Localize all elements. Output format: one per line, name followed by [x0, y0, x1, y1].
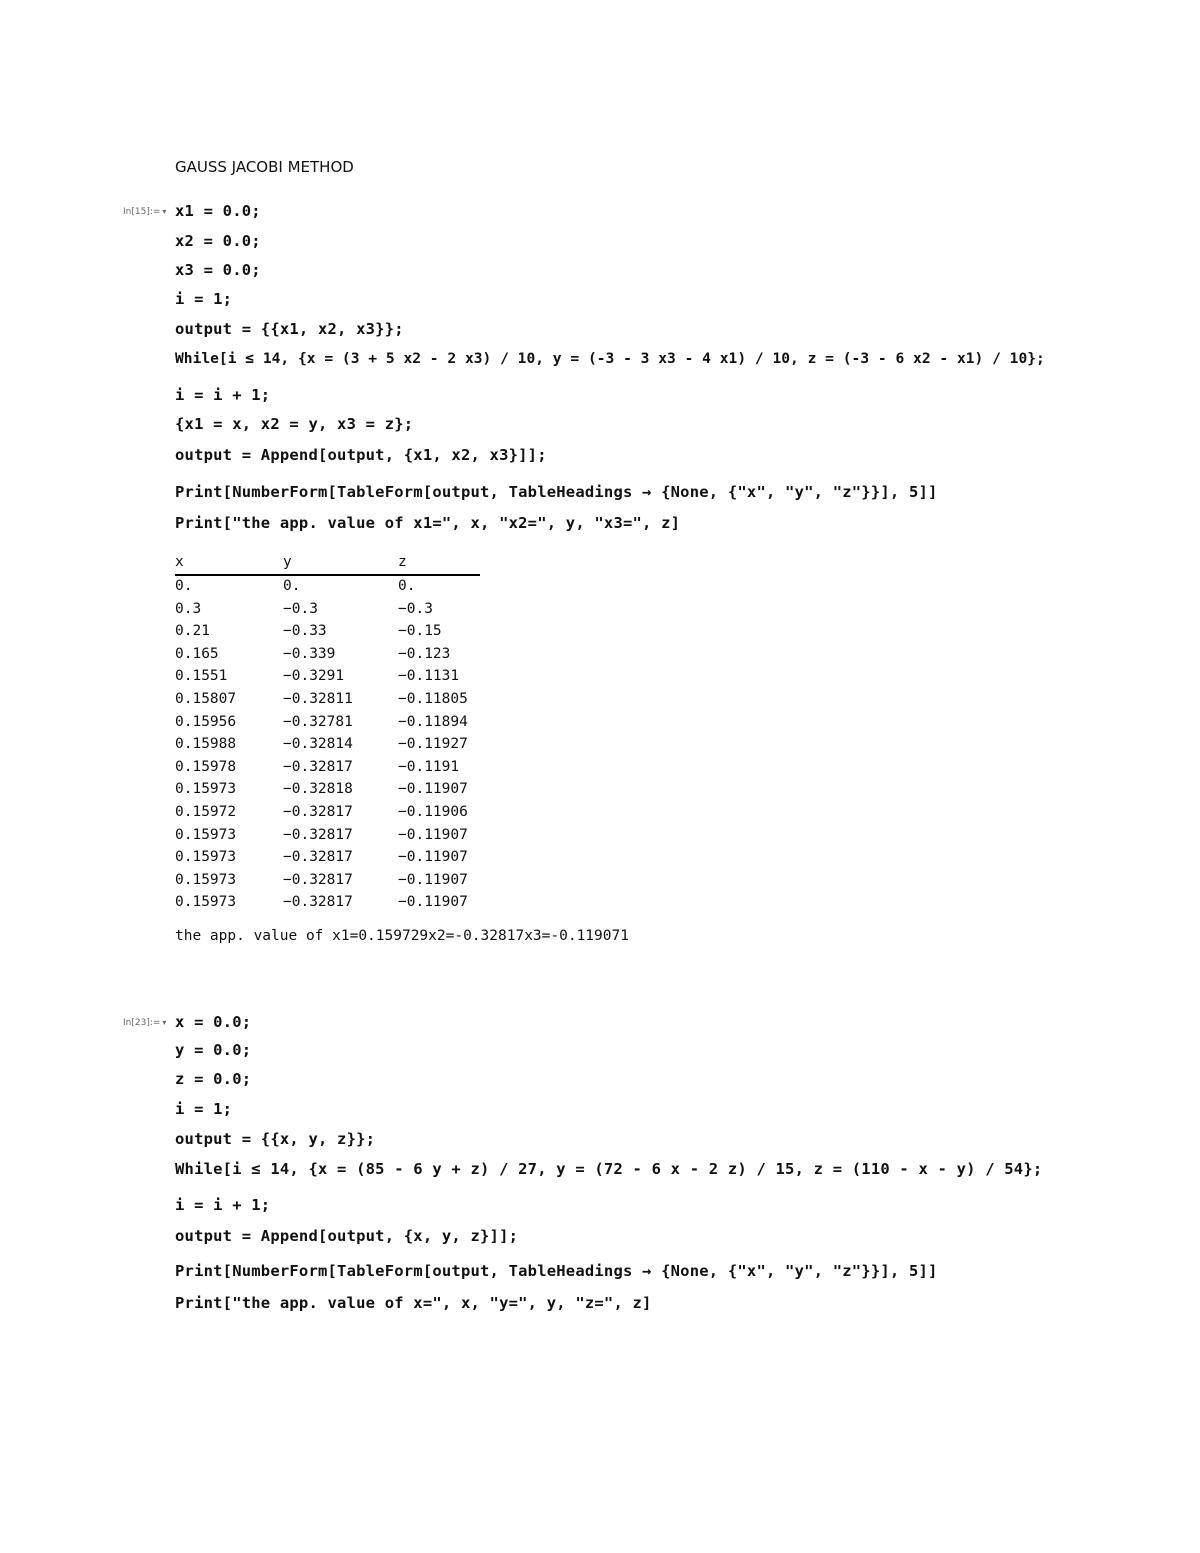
- table-cell: −0.15: [398, 623, 442, 640]
- table-row: [175, 779, 480, 802]
- table-header: [175, 554, 480, 576]
- table-cell: −0.11907: [398, 849, 468, 866]
- table-cell: 0.15956: [175, 713, 237, 730]
- code-line-print-result[interactable]: Print["the app. value of x=", x, "y=", y, "z=", z]: [175, 1294, 652, 1312]
- table-cell: 0.15973: [175, 781, 237, 798]
- column-header: y: [283, 554, 292, 570]
- table-cell: −0.32817: [283, 849, 353, 866]
- output-table: [175, 554, 480, 915]
- table-cell: −0.33: [283, 623, 327, 640]
- code-line[interactable]: x3 = 0.0;: [175, 261, 261, 279]
- table-cell: −0.11906: [398, 803, 468, 820]
- cell-label-text: In[15]:=: [123, 207, 161, 217]
- input-cell-label[interactable]: [123, 207, 166, 217]
- table-cell: 0.: [175, 578, 193, 594]
- table-cell: −0.11907: [398, 826, 468, 843]
- cell-label-text: In[23]:=: [123, 1018, 161, 1028]
- table-body: [175, 576, 480, 915]
- table-cell: −0.11907: [398, 894, 468, 911]
- code-line[interactable]: x2 = 0.0;: [175, 232, 261, 250]
- code-line[interactable]: output = Append[output, {x1, x2, x3}]];: [175, 446, 547, 464]
- table-cell: 0.3: [175, 600, 202, 617]
- table-cell: 0.15973: [175, 871, 237, 888]
- table-cell: 0.15973: [175, 849, 237, 866]
- table-cell: 0.15973: [175, 894, 237, 911]
- table-cell: −0.32817: [283, 826, 353, 843]
- table-cell: −0.32817: [283, 758, 353, 775]
- cell-menu-icon[interactable]: ▾: [162, 1018, 167, 1027]
- table-cell: −0.3291: [283, 668, 345, 685]
- column-header: z: [398, 554, 407, 570]
- table-cell: −0.123: [398, 645, 451, 662]
- table-cell: 0.15978: [175, 758, 237, 775]
- table-cell: 0.: [283, 578, 301, 594]
- code-line-print-result[interactable]: Print["the app. value of x1=", x, "x2=", y, "x3=", z]: [175, 514, 681, 532]
- table-cell: −0.32781: [283, 713, 353, 730]
- result-output: the app. value of x1=0.159729x2=-0.32817x3=-0.119071: [175, 928, 629, 944]
- table-row: [175, 825, 480, 848]
- table-cell: 0.165: [175, 645, 219, 662]
- table-row: [175, 712, 480, 735]
- cell-menu-icon[interactable]: ▾: [162, 207, 167, 216]
- table-cell: 0.15988: [175, 736, 237, 753]
- table-cell: −0.11805: [398, 690, 468, 707]
- table-cell: −0.3: [283, 600, 318, 617]
- table-cell: 0.15972: [175, 803, 237, 820]
- code-line[interactable]: z = 0.0;: [175, 1070, 252, 1088]
- table-cell: −0.11907: [398, 871, 468, 888]
- code-line[interactable]: i = i + 1;: [175, 1196, 271, 1214]
- code-line[interactable]: output = Append[output, {x, y, z}]];: [175, 1227, 519, 1245]
- table-row: [175, 621, 480, 644]
- table-cell: 0.1551: [175, 668, 228, 685]
- table-cell: −0.11907: [398, 781, 468, 798]
- table-cell: −0.32817: [283, 803, 353, 820]
- table-row: [175, 599, 480, 622]
- table-cell: −0.11927: [398, 736, 468, 753]
- table-cell: −0.1191: [398, 758, 460, 775]
- table-cell: −0.32817: [283, 894, 353, 911]
- code-line[interactable]: {x1 = x, x2 = y, x3 = z};: [175, 415, 414, 433]
- code-line-while[interactable]: While[i ≤ 14, {x = (85 - 6 y + z) / 27, y = (72 - 6 x - 2 z) / 15, z = (110 - x - y) / 54};: [175, 1160, 1043, 1178]
- table-row: [175, 802, 480, 825]
- table-row: [175, 892, 480, 915]
- table-cell: −0.32814: [283, 736, 353, 753]
- code-line[interactable]: i = i + 1;: [175, 386, 271, 404]
- table-row: [175, 847, 480, 870]
- input-cell-label[interactable]: [123, 1018, 166, 1028]
- table-cell: −0.339: [283, 645, 336, 662]
- table-row: [175, 666, 480, 689]
- code-line[interactable]: x1 = 0.0;: [175, 202, 261, 220]
- table-cell: 0.: [398, 578, 416, 594]
- table-cell: 0.15973: [175, 826, 237, 843]
- code-line-while[interactable]: While[i ≤ 14, {x = (3 + 5 x2 - 2 x3) / 10, y = (-3 - 3 x3 - 4 x1) / 10, z = (-3 - 6 x2 - x1) / 10};: [175, 350, 1045, 367]
- table-cell: 0.15807: [175, 690, 237, 707]
- table-cell: −0.32811: [283, 690, 353, 707]
- code-line[interactable]: output = {{x, y, z}};: [175, 1130, 376, 1148]
- table-cell: 0.21: [175, 623, 210, 640]
- table-row: [175, 576, 480, 599]
- table-cell: −0.11894: [398, 713, 468, 730]
- code-line[interactable]: i = 1;: [175, 290, 233, 308]
- code-line[interactable]: y = 0.0;: [175, 1041, 252, 1059]
- table-row: [175, 644, 480, 667]
- table-row: [175, 734, 480, 757]
- code-line[interactable]: output = {{x1, x2, x3}};: [175, 320, 404, 338]
- code-line-print-table[interactable]: Print[NumberForm[TableForm[output, TableHeadings → {None, {"x", "y", "z"}}], 5]]: [175, 483, 938, 501]
- code-line-print-table[interactable]: Print[NumberForm[TableForm[output, TableHeadings → {None, {"x", "y", "z"}}], 5]]: [175, 1262, 938, 1280]
- table-cell: −0.32817: [283, 871, 353, 888]
- table-row: [175, 870, 480, 893]
- table-row: [175, 689, 480, 712]
- column-header: x: [175, 554, 184, 570]
- section-title: GAUSS JACOBI METHOD: [175, 158, 354, 176]
- table-cell: −0.32818: [283, 781, 353, 798]
- code-line[interactable]: x = 0.0;: [175, 1013, 252, 1031]
- table-cell: −0.3: [398, 600, 433, 617]
- table-cell: −0.1131: [398, 668, 460, 685]
- table-row: [175, 757, 480, 780]
- code-line[interactable]: i = 1;: [175, 1100, 233, 1118]
